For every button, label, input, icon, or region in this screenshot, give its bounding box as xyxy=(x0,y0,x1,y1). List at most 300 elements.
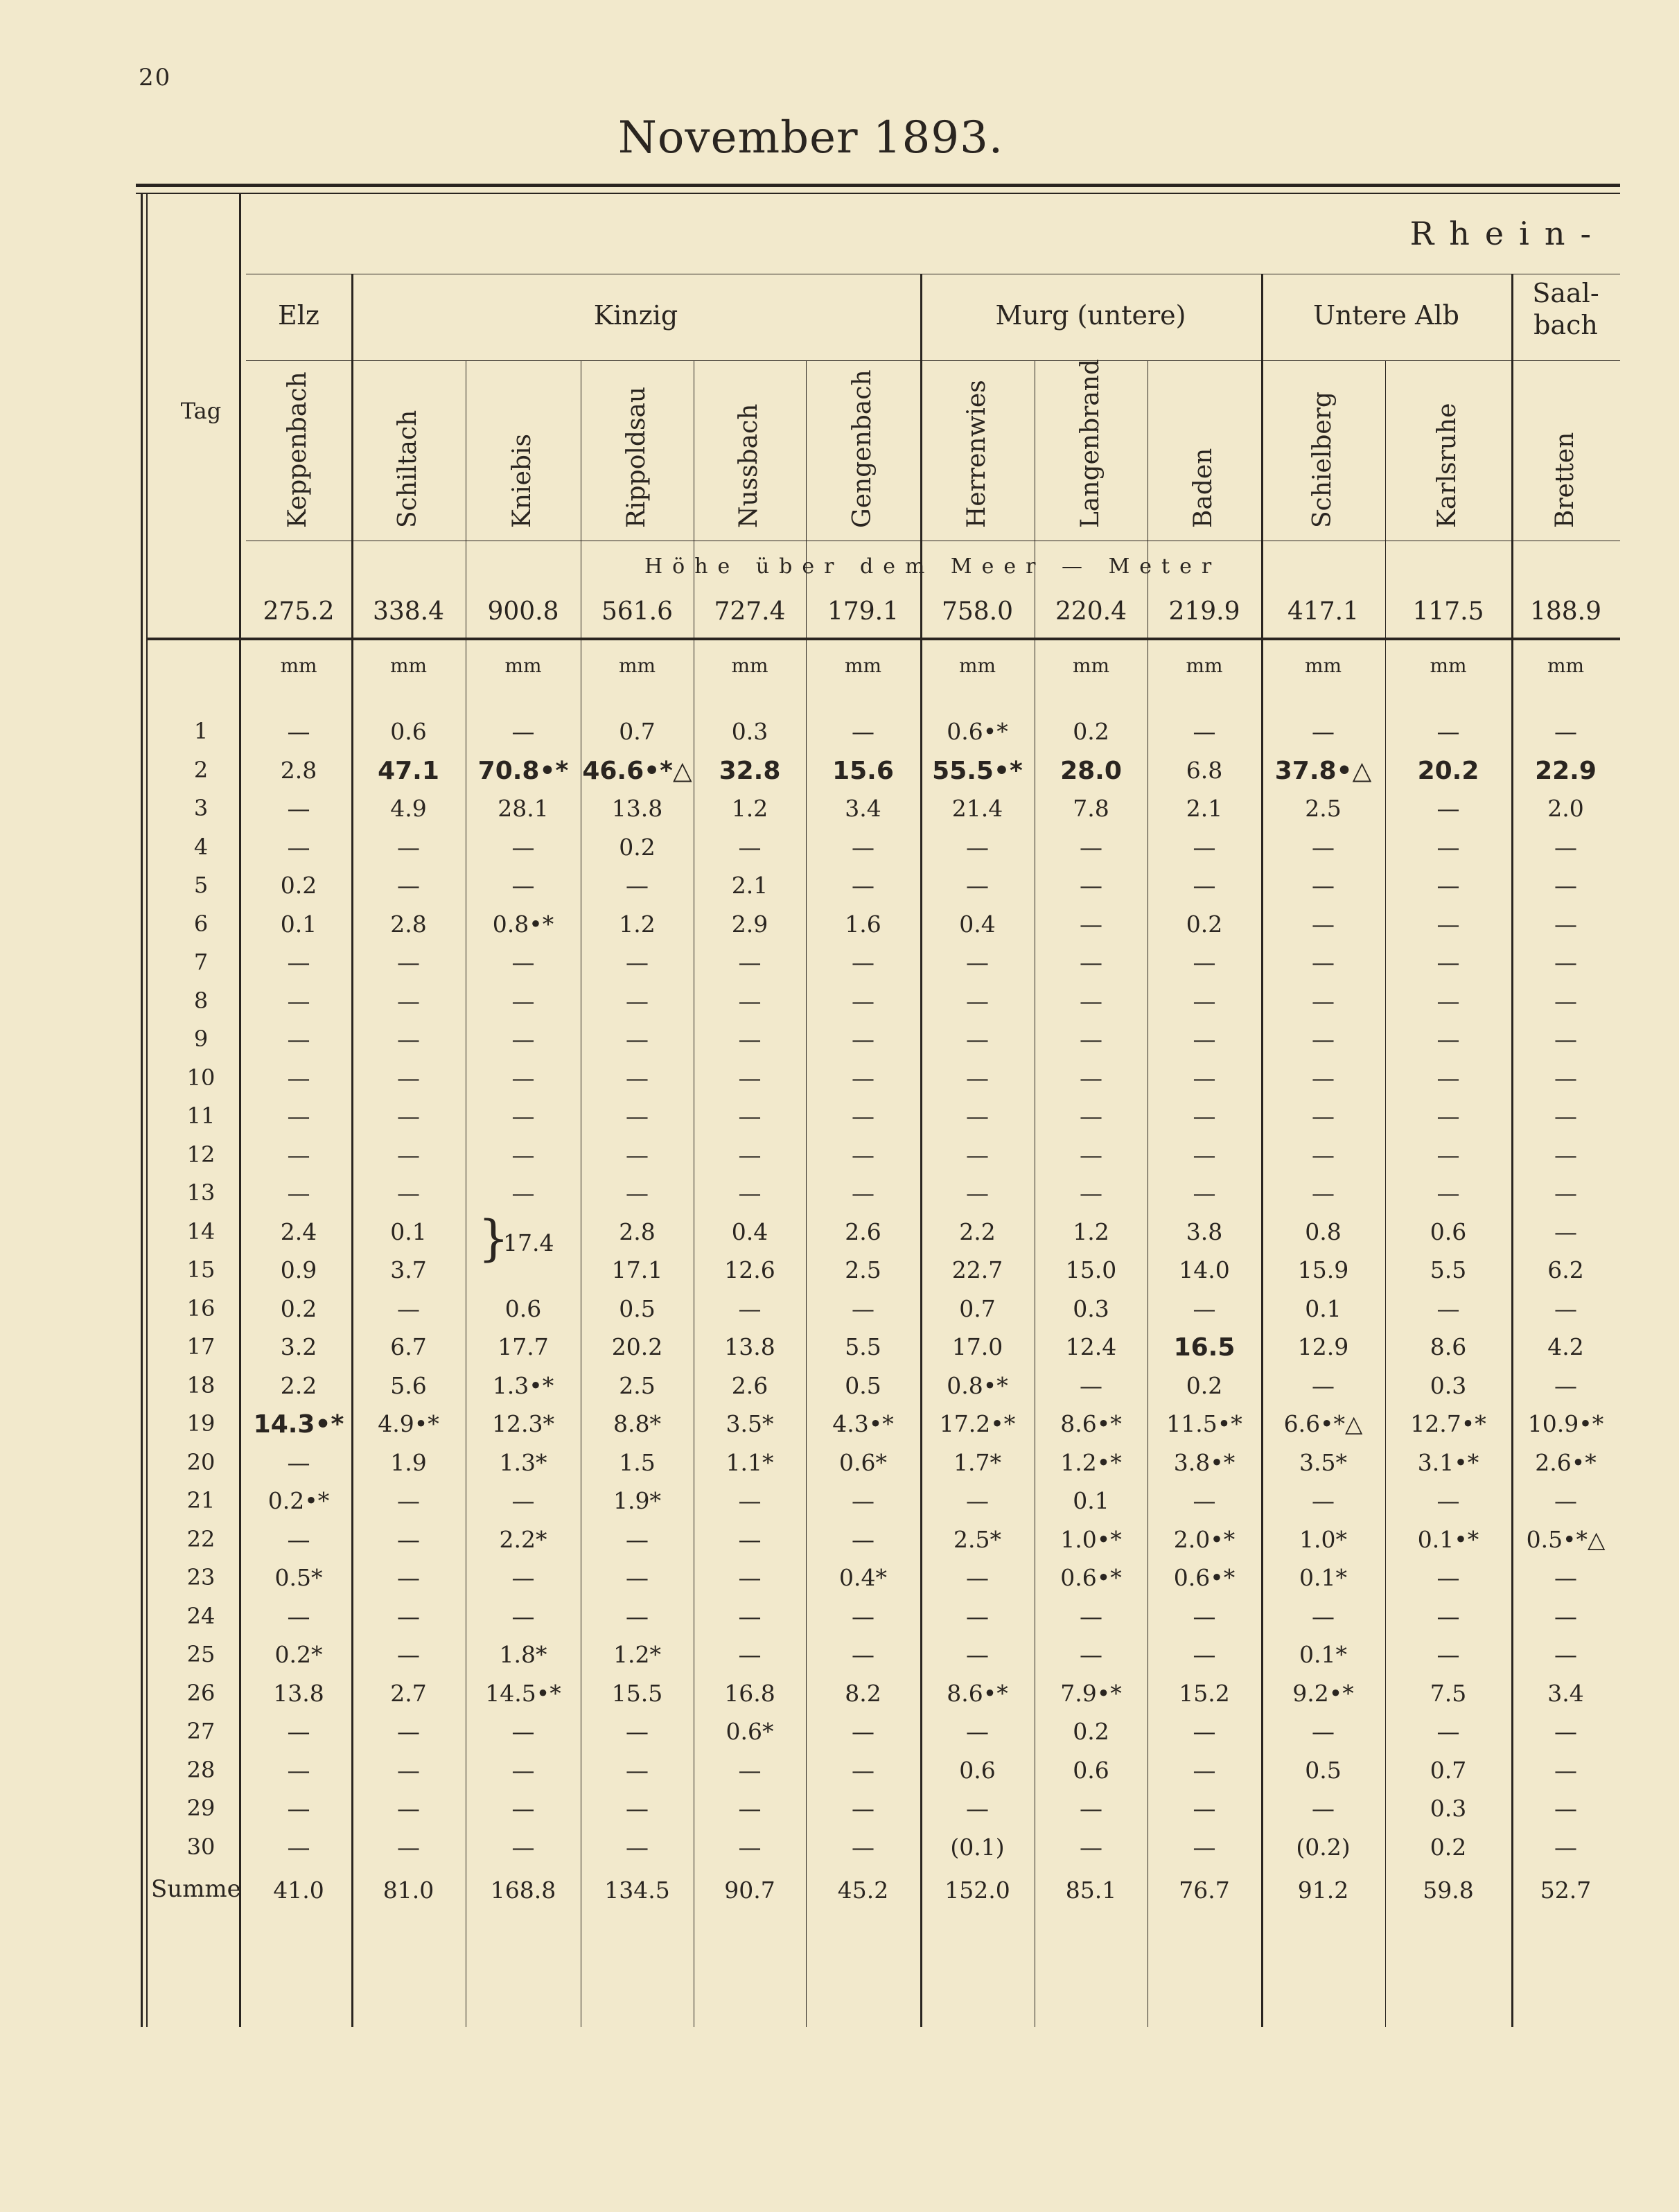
elevation-bretten: 188.9 xyxy=(1529,597,1602,626)
sum-schiltach: 81.0 xyxy=(383,1877,434,1904)
value-cell: — xyxy=(1554,1218,1577,1245)
day-23: 23 xyxy=(186,1564,216,1590)
value-cell: — xyxy=(287,1602,310,1630)
value-cell: 28.1 xyxy=(498,795,549,822)
value-cell: 46.6•*△ xyxy=(582,756,692,785)
value-cell: 0.3 xyxy=(1430,1371,1467,1399)
value-cell: — xyxy=(1554,987,1577,1015)
value-cell: — xyxy=(1312,872,1335,899)
value-cell: — xyxy=(287,1718,310,1745)
value-cell: — xyxy=(738,949,762,976)
value-cell: — xyxy=(287,1756,310,1784)
day-20: 20 xyxy=(186,1448,216,1475)
day-4: 4 xyxy=(193,833,209,860)
value-cell: — xyxy=(1312,910,1335,938)
value-cell: 1.3* xyxy=(499,1448,547,1476)
value-cell: — xyxy=(1193,1026,1216,1053)
value-cell: — xyxy=(1436,1141,1460,1168)
value-cell: — xyxy=(287,795,310,822)
value-cell: 12.9 xyxy=(1297,1333,1349,1360)
value-cell: 1.8* xyxy=(499,1641,547,1668)
value-cell: — xyxy=(287,833,310,861)
unit-label: mm xyxy=(958,654,996,677)
unit-label: mm xyxy=(280,654,317,677)
value-cell: — xyxy=(397,1756,420,1784)
value-cell: (0.1) xyxy=(950,1833,1005,1861)
value-cell: 0.5 xyxy=(1305,1756,1342,1784)
value-cell: 14.3•* xyxy=(253,1410,344,1439)
day-19: 19 xyxy=(186,1410,216,1437)
value-cell: — xyxy=(1080,1641,1102,1668)
day-5: 5 xyxy=(193,872,209,898)
value-cell: — xyxy=(738,987,762,1015)
value-cell: 1.6 xyxy=(845,910,881,938)
value-cell: 6.2 xyxy=(1547,1256,1584,1283)
value-cell: — xyxy=(1554,1371,1577,1399)
top-rule xyxy=(136,184,1620,187)
value-cell: 4.9 xyxy=(390,795,427,822)
value-cell: — xyxy=(1554,1179,1577,1206)
value-cell: — xyxy=(511,1064,535,1091)
value-cell: 20.2 xyxy=(1417,756,1479,785)
value-cell: — xyxy=(966,1103,989,1130)
value-cell: 17.0 xyxy=(951,1333,1003,1360)
day-13: 13 xyxy=(186,1179,216,1206)
value-cell: — xyxy=(1312,833,1335,861)
value-cell: — xyxy=(738,1641,762,1668)
value-cell: — xyxy=(1193,1602,1216,1630)
value-cell: — xyxy=(626,1602,649,1630)
value-cell: — xyxy=(1080,833,1102,861)
elevation-langenbrand: 220.4 xyxy=(1055,597,1127,626)
value-cell: — xyxy=(397,1103,420,1130)
value-cell: — xyxy=(511,1026,535,1053)
value-cell: 1.2 xyxy=(619,910,656,938)
value-cell: — xyxy=(852,872,874,899)
value-cell: — xyxy=(738,1103,762,1130)
value-cell: — xyxy=(1436,1602,1460,1630)
day-11: 11 xyxy=(186,1103,216,1129)
value-cell: — xyxy=(1554,1756,1577,1784)
value-cell: 0.2 xyxy=(1430,1833,1467,1861)
value-cell: — xyxy=(626,1756,649,1784)
value-cell: 14.5•* xyxy=(485,1679,561,1707)
value-cell: — xyxy=(1436,987,1460,1015)
value-cell: 6.6•*△ xyxy=(1283,1410,1363,1437)
day-26: 26 xyxy=(186,1679,216,1706)
value-cell: 2.0 xyxy=(1547,795,1584,822)
value-cell: 37.8•△ xyxy=(1274,756,1372,785)
group-murg-untere-: Murg (untere) xyxy=(995,300,1186,331)
value-cell: 2.1 xyxy=(1186,795,1223,822)
day-25: 25 xyxy=(186,1641,216,1667)
sum-baden: 76.7 xyxy=(1179,1877,1230,1904)
value-cell: 0.1 xyxy=(1305,1294,1342,1322)
value-cell: 0.6•* xyxy=(1173,1564,1236,1591)
day-1: 1 xyxy=(193,718,209,744)
day-6: 6 xyxy=(193,910,209,937)
station-langenbrand: Langenbrand xyxy=(1075,358,1105,528)
value-cell: 13.8 xyxy=(273,1679,324,1707)
value-cell: — xyxy=(1554,949,1577,976)
value-cell: — xyxy=(1312,1371,1335,1399)
value-cell: — xyxy=(1193,1294,1216,1322)
elevation-schielberg: 417.1 xyxy=(1287,597,1360,626)
group-rule xyxy=(246,360,1620,361)
value-cell: — xyxy=(1312,1141,1335,1168)
value-cell: — xyxy=(397,1026,420,1053)
value-cell: — xyxy=(1436,795,1460,822)
value-cell: — xyxy=(966,1641,989,1668)
value-cell: — xyxy=(397,872,420,899)
value-cell: — xyxy=(511,1103,535,1130)
day-14: 14 xyxy=(186,1218,216,1245)
value-cell: — xyxy=(287,1103,310,1130)
value-cell: 2.5 xyxy=(619,1371,656,1399)
value-cell: — xyxy=(1436,1179,1460,1206)
station-keppenbach: Keppenbach xyxy=(283,371,312,528)
value-cell: — xyxy=(1080,1371,1102,1399)
value-cell: — xyxy=(966,1602,989,1630)
value-cell: — xyxy=(852,1064,874,1091)
value-cell: 4.2 xyxy=(1547,1333,1584,1360)
value-cell: — xyxy=(511,1564,535,1591)
day-12: 12 xyxy=(186,1141,216,1168)
value-cell: 32.8 xyxy=(719,756,781,785)
unit-label: mm xyxy=(731,654,768,677)
value-cell: — xyxy=(738,833,762,861)
value-cell: 2.8 xyxy=(390,910,427,938)
value-cell: — xyxy=(626,1141,649,1168)
value-cell: — xyxy=(966,1141,989,1168)
value-cell: 0.9 xyxy=(280,1256,317,1283)
value-cell: 2.5 xyxy=(1305,795,1342,822)
value-cell: — xyxy=(397,1795,420,1822)
value-cell: — xyxy=(1554,1833,1577,1861)
value-cell: 0.7 xyxy=(619,718,656,745)
value-cell: 8.6•* xyxy=(1060,1410,1122,1437)
value-cell: — xyxy=(626,987,649,1015)
value-cell: 1.9 xyxy=(390,1448,427,1476)
day-30: 30 xyxy=(186,1833,216,1860)
value-cell: — xyxy=(511,1179,535,1206)
value-cell: 7.9•* xyxy=(1060,1679,1122,1707)
elevation-gengenbach: 179.1 xyxy=(827,597,899,626)
page-number: 20 xyxy=(139,64,172,91)
value-cell: — xyxy=(852,1795,874,1822)
value-cell: — xyxy=(1193,1064,1216,1091)
value-cell: — xyxy=(626,1103,649,1130)
day-10: 10 xyxy=(186,1064,216,1091)
value-cell: (0.2) xyxy=(1296,1833,1351,1861)
value-cell: 3.8 xyxy=(1186,1218,1223,1245)
value-cell: — xyxy=(511,1602,535,1630)
value-cell: 0.8•* xyxy=(492,910,554,938)
value-cell: 0.1 xyxy=(390,1218,427,1245)
value-cell: — xyxy=(1312,987,1335,1015)
value-cell: — xyxy=(626,1795,649,1822)
value-cell: 5.5 xyxy=(1430,1256,1467,1283)
value-cell: 15.9 xyxy=(1297,1256,1349,1283)
value-cell: — xyxy=(1436,718,1460,745)
value-cell: 0.1•* xyxy=(1417,1525,1479,1553)
value-cell: 2.2* xyxy=(499,1525,547,1553)
unit-label: mm xyxy=(1430,654,1467,677)
sum-gengenbach: 45.2 xyxy=(837,1877,889,1904)
value-cell: — xyxy=(738,1141,762,1168)
value-cell: — xyxy=(966,1795,989,1822)
value-cell: — xyxy=(1193,987,1216,1015)
value-cell: — xyxy=(397,1064,420,1091)
value-cell: 16.8 xyxy=(724,1679,775,1707)
value-cell: 7.5 xyxy=(1430,1679,1467,1707)
value-cell: 15.5 xyxy=(611,1679,663,1707)
value-cell: 2.7 xyxy=(390,1679,427,1707)
value-cell: 0.1 xyxy=(280,910,317,938)
sum-bretten: 52.7 xyxy=(1540,1877,1592,1904)
value-cell: — xyxy=(626,1718,649,1745)
group-saal-bach: Saal- bach xyxy=(1532,278,1599,340)
day-16: 16 xyxy=(186,1294,216,1322)
value-cell: 2.5 xyxy=(845,1256,881,1283)
elevation-nussbach: 727.4 xyxy=(714,597,786,626)
value-cell: — xyxy=(1436,910,1460,938)
value-cell: — xyxy=(738,1602,762,1630)
value-cell: — xyxy=(852,1641,874,1668)
value-cell: — xyxy=(966,1718,989,1745)
value-cell: 2.8 xyxy=(619,1218,656,1245)
value-cell: — xyxy=(511,1833,535,1861)
elevation-rippoldsau: 561.6 xyxy=(601,597,674,626)
value-cell: 2.6 xyxy=(845,1218,881,1245)
value-cell: 3.5* xyxy=(1299,1448,1347,1476)
value-cell: 2.5* xyxy=(953,1525,1001,1553)
value-cell: — xyxy=(287,1525,310,1553)
value-cell: 7.8 xyxy=(1073,795,1109,822)
value-cell: 3.1•* xyxy=(1417,1448,1479,1476)
station-nussbach: Nussbach xyxy=(735,403,763,528)
value-cell: — xyxy=(626,949,649,976)
value-cell: — xyxy=(852,1026,874,1053)
value-cell: 15.0 xyxy=(1065,1256,1117,1283)
value-cell: — xyxy=(1554,1103,1577,1130)
value-cell: — xyxy=(966,1179,989,1206)
value-cell: — xyxy=(397,949,420,976)
value-cell: — xyxy=(397,1564,420,1591)
value-cell: — xyxy=(397,1294,420,1322)
value-cell: 2.2 xyxy=(959,1218,996,1245)
value-cell: 0.2•* xyxy=(267,1487,330,1514)
top-rule-thin xyxy=(136,193,1620,194)
value-cell: 0.2* xyxy=(274,1641,323,1668)
value-cell: 4.9•* xyxy=(378,1410,439,1437)
value-cell: 8.8* xyxy=(613,1410,661,1437)
value-cell: — xyxy=(1080,1833,1102,1861)
day-18: 18 xyxy=(186,1371,216,1398)
value-cell: 0.1 xyxy=(1073,1487,1109,1514)
value-cell: — xyxy=(1080,1141,1102,1168)
value-cell: — xyxy=(1554,1602,1577,1630)
value-cell: 0.3 xyxy=(1430,1795,1467,1822)
station-karlsruhe: Karlsruhe xyxy=(1433,403,1461,528)
value-cell: — xyxy=(626,1179,649,1206)
value-cell: 22.7 xyxy=(951,1256,1003,1283)
value-cell: — xyxy=(1312,1795,1335,1822)
value-cell: 9.2•* xyxy=(1292,1679,1354,1707)
value-cell: — xyxy=(1436,1064,1460,1091)
tag-label: Tag xyxy=(180,398,222,424)
day-3: 3 xyxy=(193,795,209,821)
value-cell: 10.9•* xyxy=(1527,1410,1604,1437)
page-title: November 1893. xyxy=(617,112,1004,164)
value-cell: — xyxy=(1436,833,1460,861)
value-cell: — xyxy=(511,833,535,861)
value-cell: 0.8 xyxy=(1305,1218,1342,1245)
value-cell: — xyxy=(1554,1064,1577,1091)
value-cell: — xyxy=(1554,1718,1577,1745)
value-cell: 0.6* xyxy=(839,1448,887,1476)
value-cell: 17.7 xyxy=(498,1333,549,1360)
value-cell: — xyxy=(738,1756,762,1784)
value-cell: — xyxy=(1193,1795,1216,1822)
value-cell: — xyxy=(397,1718,420,1745)
value-cell: 1.7* xyxy=(953,1448,1001,1476)
sum-herrenwies: 152.0 xyxy=(944,1877,1010,1904)
value-cell: 1.2 xyxy=(1073,1218,1109,1245)
value-cell: 21.4 xyxy=(951,795,1003,822)
value-cell: 0.2 xyxy=(280,872,317,899)
value-cell: — xyxy=(1312,1487,1335,1514)
value-cell: — xyxy=(1312,949,1335,976)
value-cell: 1.0* xyxy=(1299,1525,1347,1553)
data-top-rule xyxy=(147,638,1620,640)
value-cell: — xyxy=(738,1026,762,1053)
station-rippoldsau: Rippoldsau xyxy=(622,386,651,528)
value-cell: — xyxy=(1193,1756,1216,1784)
value-cell: 12.4 xyxy=(1065,1333,1117,1360)
value-cell: 0.6 xyxy=(1073,1756,1109,1784)
value-cell: — xyxy=(738,1525,762,1553)
value-cell: — xyxy=(511,872,535,899)
value-cell: — xyxy=(852,1103,874,1130)
value-cell: — xyxy=(1193,1141,1216,1168)
value-cell: 0.2 xyxy=(280,1294,317,1322)
unit-label: mm xyxy=(1186,654,1223,677)
value-cell: 17.1 xyxy=(611,1256,663,1283)
value-cell: 15.2 xyxy=(1179,1679,1230,1707)
value-cell: 3.7 xyxy=(390,1256,427,1283)
value-cell: — xyxy=(852,718,874,745)
value-cell: — xyxy=(397,1833,420,1861)
value-cell: — xyxy=(397,1602,420,1630)
unit-label: mm xyxy=(618,654,656,677)
day-27: 27 xyxy=(186,1718,216,1744)
value-cell: 15.6 xyxy=(832,756,894,785)
value-cell: — xyxy=(1080,1026,1102,1053)
day-21: 21 xyxy=(186,1487,216,1513)
value-cell: 0.3 xyxy=(731,718,768,745)
value-cell: — xyxy=(1193,872,1216,899)
value-cell: 0.6•* xyxy=(1060,1564,1122,1591)
value-cell: — xyxy=(1312,1103,1335,1130)
value-cell: 0.6•* xyxy=(947,718,1008,745)
value-cell: — xyxy=(287,1448,310,1476)
value-cell: 12.7•* xyxy=(1410,1410,1486,1437)
value-cell: — xyxy=(852,1179,874,1206)
value-cell: — xyxy=(626,1064,649,1091)
value-cell: — xyxy=(966,1564,989,1591)
station-schiltach: Schiltach xyxy=(393,410,422,528)
value-cell: 0.2 xyxy=(1186,910,1223,938)
value-cell: 0.5 xyxy=(619,1294,656,1322)
sum-rippoldsau: 134.5 xyxy=(604,1877,670,1904)
value-cell: — xyxy=(852,1756,874,1784)
value-cell: 47.1 xyxy=(378,756,439,785)
kniebis-bracket: } xyxy=(478,1210,509,1267)
value-cell: — xyxy=(1554,1141,1577,1168)
value-cell: 13.8 xyxy=(724,1333,775,1360)
group-elz: Elz xyxy=(278,300,319,331)
value-cell: 1.5 xyxy=(619,1448,656,1476)
value-cell: — xyxy=(1080,1179,1102,1206)
value-cell: — xyxy=(511,1141,535,1168)
value-cell: 1.1* xyxy=(726,1448,774,1476)
value-cell: — xyxy=(1554,718,1577,745)
value-cell: 12.6 xyxy=(724,1256,775,1283)
value-cell: 2.0•* xyxy=(1173,1525,1236,1553)
value-cell: — xyxy=(738,1795,762,1822)
value-cell: — xyxy=(1193,833,1216,861)
value-cell: — xyxy=(738,1294,762,1322)
elevation-schiltach: 338.4 xyxy=(372,597,445,626)
value-cell: — xyxy=(966,1026,989,1053)
value-cell: 1.2•* xyxy=(1060,1448,1122,1476)
value-cell: — xyxy=(738,1487,762,1514)
value-cell: — xyxy=(1436,1294,1460,1322)
value-cell: — xyxy=(852,1294,874,1322)
value-cell: — xyxy=(852,833,874,861)
value-cell: — xyxy=(1080,1602,1102,1630)
value-cell: 13.8 xyxy=(611,795,663,822)
value-cell: — xyxy=(287,1833,310,1861)
value-cell: — xyxy=(1193,1487,1216,1514)
value-cell: 2.1 xyxy=(731,872,768,899)
value-cell: — xyxy=(1193,1641,1216,1668)
value-cell: — xyxy=(1193,1179,1216,1206)
value-cell: — xyxy=(397,1487,420,1514)
value-cell: 1.2* xyxy=(613,1641,661,1668)
value-cell: — xyxy=(852,1487,874,1514)
value-cell: — xyxy=(1436,1103,1460,1130)
day-22: 22 xyxy=(186,1525,216,1552)
kniebis-bracket-value: 17.4 xyxy=(503,1229,554,1256)
value-cell: 22.9 xyxy=(1535,756,1597,785)
sum-nussbach: 90.7 xyxy=(724,1877,775,1904)
value-cell: — xyxy=(1554,1294,1577,1322)
value-cell: 14.0 xyxy=(1179,1256,1230,1283)
day-7: 7 xyxy=(193,949,209,975)
value-cell: — xyxy=(738,1564,762,1591)
unit-label: mm xyxy=(1072,654,1110,677)
value-cell: — xyxy=(626,872,649,899)
value-cell: — xyxy=(1436,1026,1460,1053)
value-cell: — xyxy=(397,1525,420,1553)
value-cell: — xyxy=(1193,1833,1216,1861)
value-cell: — xyxy=(397,1179,420,1206)
value-cell: — xyxy=(852,1602,874,1630)
value-cell: 1.0•* xyxy=(1060,1525,1122,1553)
value-cell: — xyxy=(1312,1718,1335,1745)
